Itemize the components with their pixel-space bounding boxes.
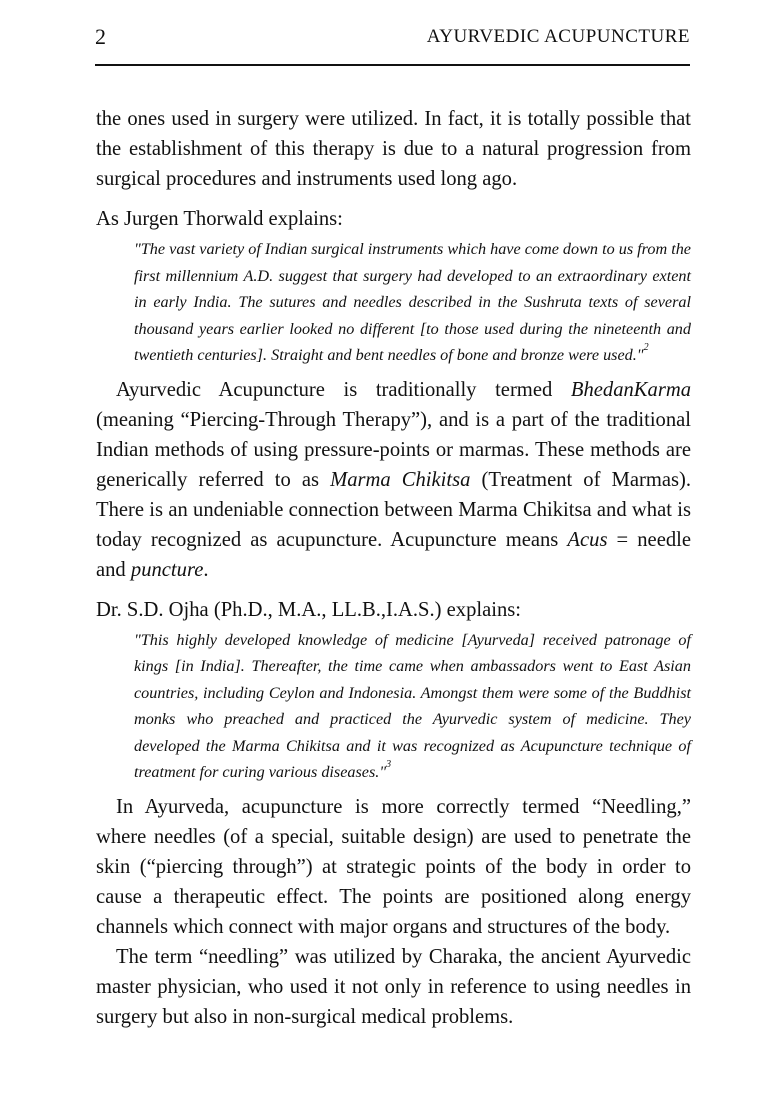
page-number: 2: [95, 24, 106, 49]
paragraph-charaka: The term “needling” was utilized by Charaka, the ancient Ayurvedic master physician, who used it not only in reference to using needles in surgery but also in non-surgical medical problems.: [96, 945, 691, 1028]
footnote-ref-2: 2: [643, 341, 649, 353]
paragraph-text: = needle and: [96, 528, 691, 581]
paragraph-text: (Treatment of Marmas). There is an undeniable connection between Marma Chikitsa and what is today recognized as acupuncture. Acupuncture means: [96, 468, 692, 551]
quote-intro-thorwald: As Jurgen Thorwald explains:: [96, 208, 343, 230]
quote-intro-ojha: Dr. S.D. Ojha (Ph.D., M.A., LL.B.,I.A.S.) explains:: [96, 598, 522, 621]
term-acus: Acus: [567, 528, 608, 551]
block-quote-ojha: [134, 627, 691, 786]
quote-text-ojha: "This highly developed knowledge of medicine [Ayurveda] received patronage of kings [in India]. Thereafter, the time came when ambassadors went to East Asian countries, including Ceylon and Indonesia. Amongst them were some of the Buddhist monks who preached and practiced the Ayurvedic system of medicine. They developed the Marma Chikitsa and it was recognized as Acupuncture technique of treatment for curing various diseases.": [134, 630, 691, 781]
paragraph-needling: In Ayurveda, acupuncture is more correctly termed “Needling,” where needles (of a special, suitable design) are used to penetrate the skin (“piercing through”) at strategic points of the body in order to cause a therapeutic effect. The points are positioned along energy channels which connect with major organs and structures of the body.: [96, 795, 691, 938]
term-puncture: puncture: [130, 558, 204, 581]
footnote-ref-3: 3: [386, 758, 392, 770]
paragraph-text: (meaning “Piercing-Through Therapy”), and is a part of the traditional Indian methods of using pressure-points or marmas. These methods are generically referred to as: [96, 408, 691, 491]
running-title: AYURVEDIC ACUPUNCTURE: [426, 26, 690, 47]
paragraph-continuation: the ones used in surgery were utilized. In fact, it is totally possible that the establishment of this therapy is due to a natural progression from surgical procedures and instruments used long ago.: [96, 108, 691, 190]
paragraph-text: .: [203, 558, 209, 581]
block-quote-thorwald: [134, 236, 691, 369]
paragraph-text: Ayurvedic Acupuncture is traditionally termed: [116, 378, 571, 401]
term-bhedankarma: BhedanKarma: [570, 378, 691, 401]
page-body: [96, 104, 691, 1032]
quote-text-thorwald: "The vast variety of Indian surgical instruments which have come down to us from the first millennium A.D. suggest that surgery had developed to an extraordinary extent in early India. The sutures and needles described in the Sushruta texts of several thousand years earlier looked no different [to those used during the nineteenth and twentieth centuries]. Straight and bent needles of bone and bronze were used.": [134, 240, 691, 364]
term-marma-chikitsa: Marma Chikitsa: [330, 468, 471, 491]
page-header: [95, 24, 690, 66]
paragraph-bhedankarma: [96, 375, 691, 585]
